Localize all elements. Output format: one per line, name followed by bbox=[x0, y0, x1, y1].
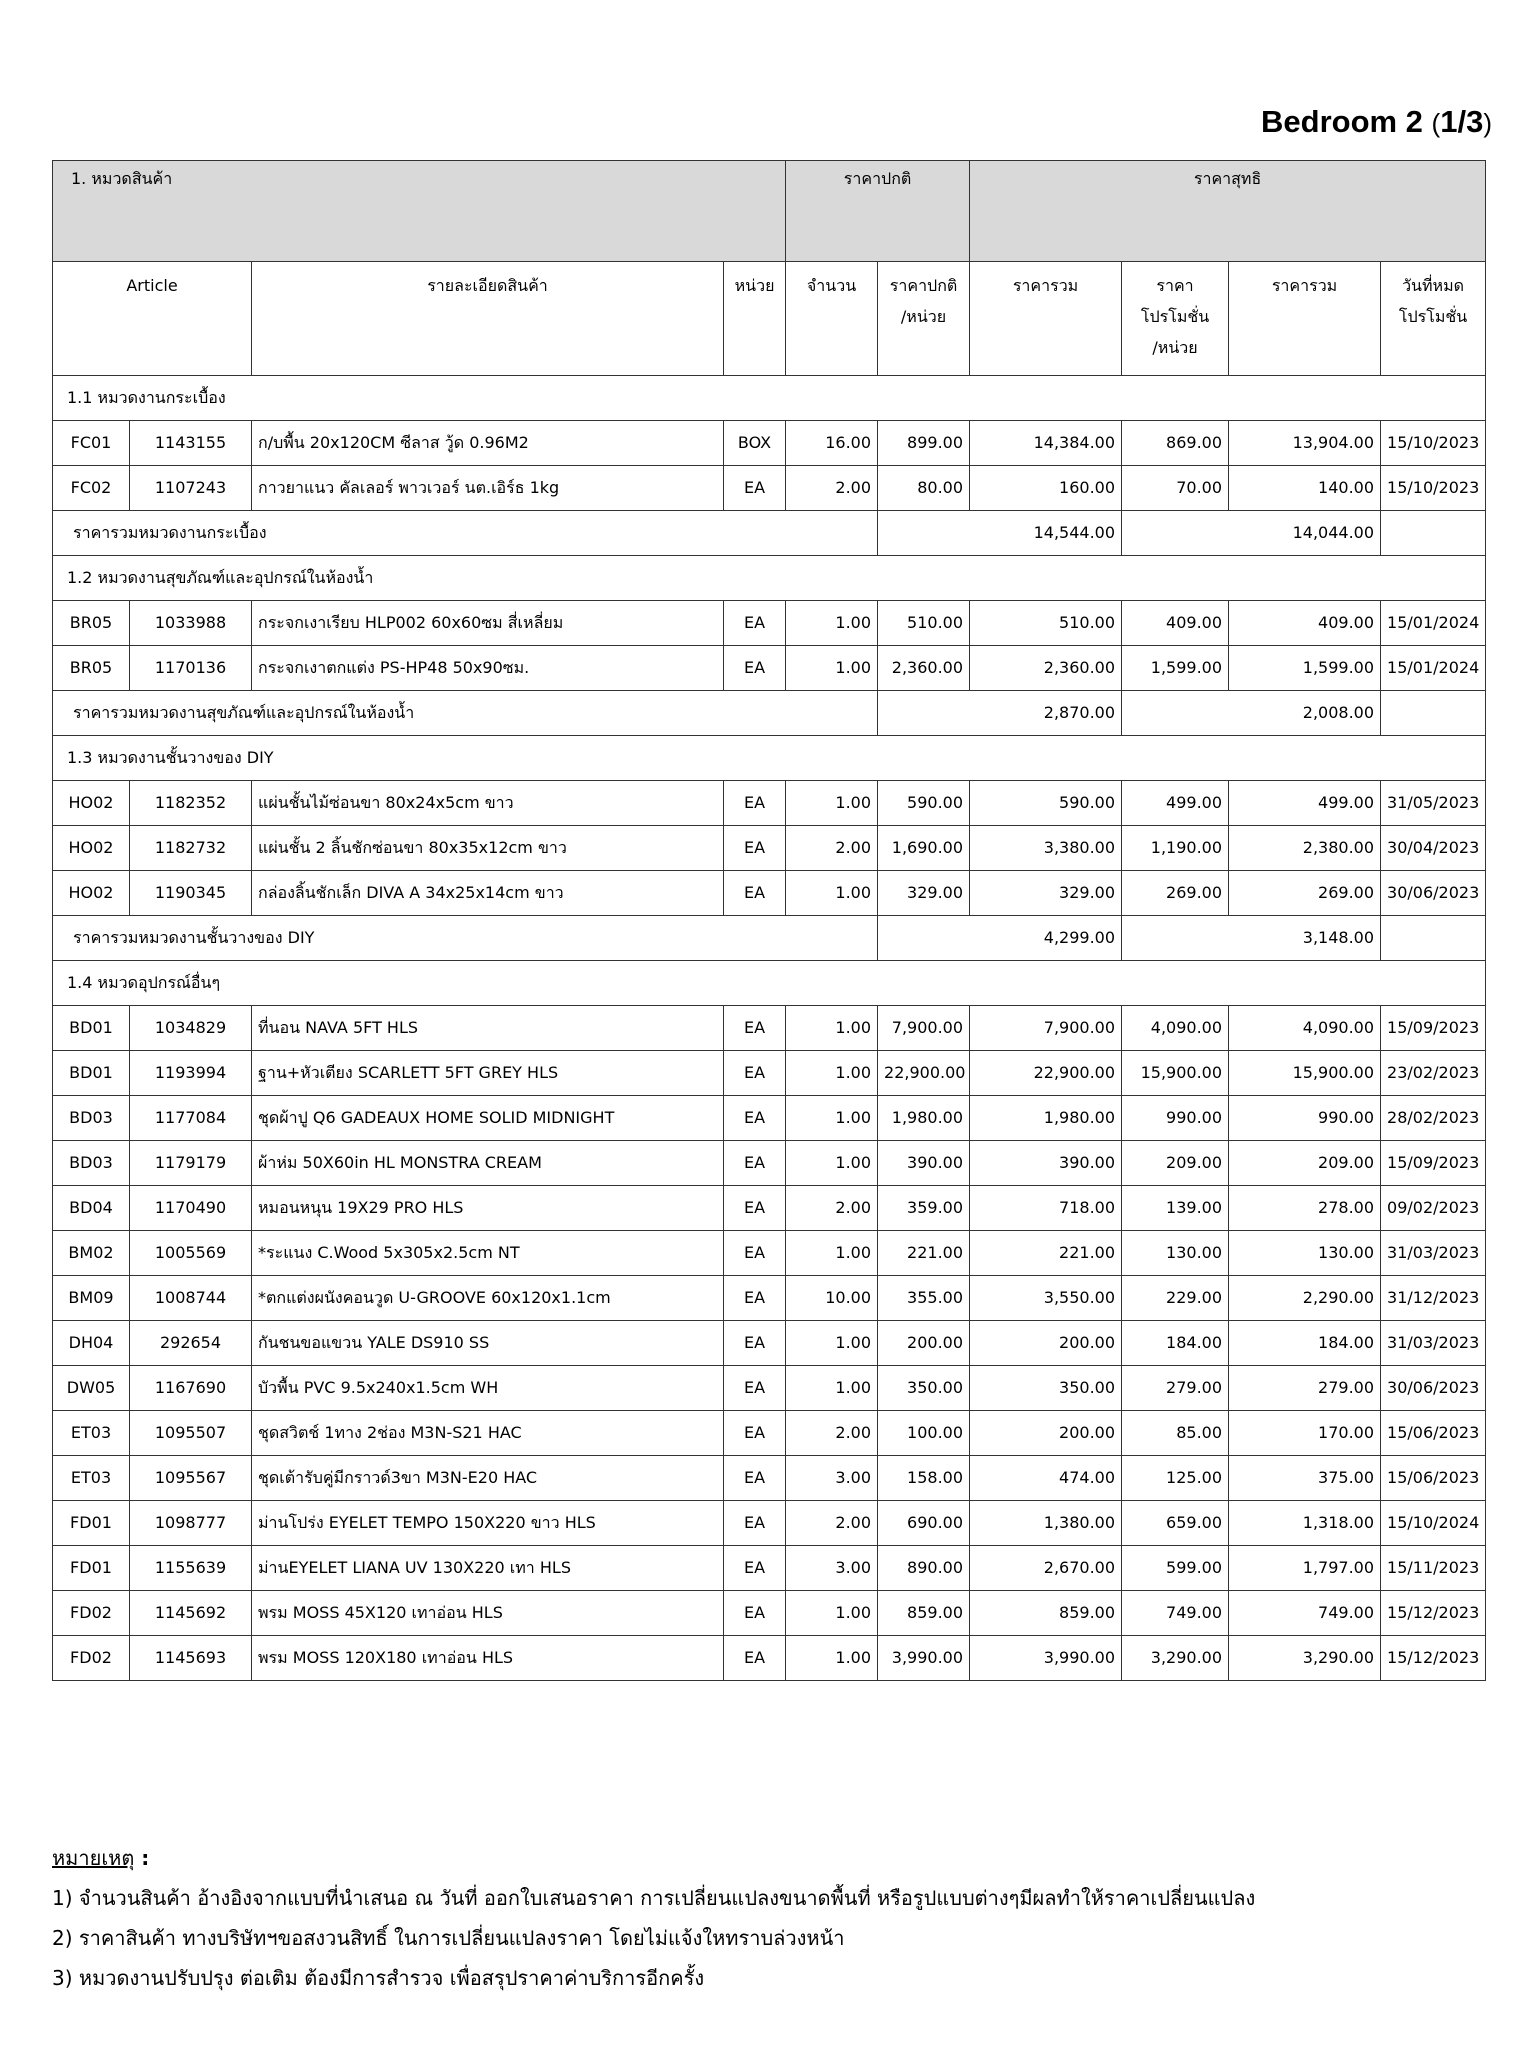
page-number: 1/3 bbox=[1440, 104, 1484, 139]
cell-unit: EA bbox=[724, 466, 786, 511]
cell-expiry: 15/06/2023 bbox=[1381, 1456, 1486, 1501]
cell-unit: EA bbox=[724, 1456, 786, 1501]
cell-article: 1008744 bbox=[130, 1276, 252, 1321]
table-row bbox=[53, 1456, 1486, 1501]
cell-code: BR05 bbox=[53, 646, 130, 691]
cell-qty: 1.00 bbox=[786, 871, 878, 916]
cell-expiry: 15/12/2023 bbox=[1381, 1636, 1486, 1681]
table-row bbox=[53, 1636, 1486, 1681]
cell-article: 1145693 bbox=[130, 1636, 252, 1681]
cell-unit-price: 1,690.00 bbox=[878, 826, 970, 871]
cell-expiry: 15/10/2023 bbox=[1381, 466, 1486, 511]
header-promo-price bbox=[1122, 262, 1229, 376]
cell-expiry: 15/09/2023 bbox=[1381, 1141, 1486, 1186]
cell-promo-price: 130.00 bbox=[1122, 1231, 1229, 1276]
cell-description: ชุดสวิตช์ 1ทาง 2ช่อง M3N-S21 HAC bbox=[252, 1411, 724, 1456]
cell-description: แผ่นชั้นไม้ซ่อนขา 80x24x5cm ขาว bbox=[252, 781, 724, 826]
cell-description: กันชนขอแขวน YALE DS910 SS bbox=[252, 1321, 724, 1366]
notes-heading-line bbox=[52, 1838, 1255, 1878]
cell-article: 1167690 bbox=[130, 1366, 252, 1411]
subtotal-net: 14,044.00 bbox=[1122, 511, 1381, 556]
cell-qty: 1.00 bbox=[786, 1006, 878, 1051]
cell-unit: BOX bbox=[724, 421, 786, 466]
cell-unit: EA bbox=[724, 1591, 786, 1636]
cell-total: 718.00 bbox=[970, 1186, 1122, 1231]
cell-total: 510.00 bbox=[970, 601, 1122, 646]
header-category: 1. หมวดสินค้า bbox=[53, 161, 786, 262]
cell-description: ชุดผ้าปู Q6 GADEAUX HOME SOLID MIDNIGHT bbox=[252, 1096, 724, 1141]
cell-promo-price: 499.00 bbox=[1122, 781, 1229, 826]
cell-unit: EA bbox=[724, 1096, 786, 1141]
cell-unit-price: 2,360.00 bbox=[878, 646, 970, 691]
cell-unit-price: 158.00 bbox=[878, 1456, 970, 1501]
table-row bbox=[53, 421, 1486, 466]
note-item: 1) จำนวนสินค้า อ้างอิงจากแบบที่นำเสนอ ณ วันที่ ออกใบเสนอราคา การเปลี่ยนแปลงขนาดพื้นที่ หรือรูปแบบต่างๆมีผลทำให้ราคาเปลี่ยนแปลง bbox=[52, 1886, 1256, 1910]
cell-code: FD02 bbox=[53, 1636, 130, 1681]
cell-article: 1095507 bbox=[130, 1411, 252, 1456]
section-title: 1.2 หมวดงานสุขภัณฑ์และอุปกรณ์ในห้องน้ำ bbox=[53, 556, 1486, 601]
cell-expiry: 15/12/2023 bbox=[1381, 1591, 1486, 1636]
cell-unit-price: 859.00 bbox=[878, 1591, 970, 1636]
table-row bbox=[53, 1051, 1486, 1096]
table-row bbox=[53, 601, 1486, 646]
cell-unit-price: 22,900.00 bbox=[878, 1051, 970, 1096]
cell-unit: EA bbox=[724, 826, 786, 871]
cell-net-total: 269.00 bbox=[1229, 871, 1381, 916]
cell-net-total: 15,900.00 bbox=[1229, 1051, 1381, 1096]
table-row bbox=[53, 466, 1486, 511]
subtotal-total: 4,299.00 bbox=[878, 916, 1122, 961]
cell-description: ก/บพื้น 20x120CM ซีลาส วู้ด 0.96M2 bbox=[252, 421, 724, 466]
cell-total: 1,980.00 bbox=[970, 1096, 1122, 1141]
cell-unit-price: 80.00 bbox=[878, 466, 970, 511]
cell-unit-price: 359.00 bbox=[878, 1186, 970, 1231]
cell-unit-price: 221.00 bbox=[878, 1231, 970, 1276]
cell-expiry: 15/06/2023 bbox=[1381, 1411, 1486, 1456]
cell-net-total: 2,380.00 bbox=[1229, 826, 1381, 871]
subtotal-label: ราคารวมหมวดงานชั้นวางของ DIY bbox=[53, 916, 878, 961]
cell-code: BD03 bbox=[53, 1096, 130, 1141]
cell-qty: 2.00 bbox=[786, 826, 878, 871]
cell-total: 859.00 bbox=[970, 1591, 1122, 1636]
cell-promo-price: 15,900.00 bbox=[1122, 1051, 1229, 1096]
header-net-price: ราคาสุทธิ bbox=[970, 161, 1486, 262]
section-title: 1.1 หมวดงานกระเบื้อง bbox=[53, 376, 1486, 421]
header-expiry bbox=[1381, 262, 1486, 376]
cell-unit: EA bbox=[724, 1141, 786, 1186]
table-row bbox=[53, 1366, 1486, 1411]
cell-code: ET03 bbox=[53, 1456, 130, 1501]
cell-unit-price: 590.00 bbox=[878, 781, 970, 826]
cell-article: 1170490 bbox=[130, 1186, 252, 1231]
cell-code: BD03 bbox=[53, 1141, 130, 1186]
cell-unit-price: 100.00 bbox=[878, 1411, 970, 1456]
header-promo-line1: ราคา bbox=[1156, 276, 1194, 295]
cell-expiry: 15/11/2023 bbox=[1381, 1546, 1486, 1591]
cell-qty: 2.00 bbox=[786, 1186, 878, 1231]
cell-net-total: 2,290.00 bbox=[1229, 1276, 1381, 1321]
table-row bbox=[53, 646, 1486, 691]
table-row bbox=[53, 1141, 1486, 1186]
subtotal-total: 2,870.00 bbox=[878, 691, 1122, 736]
cell-expiry: 23/02/2023 bbox=[1381, 1051, 1486, 1096]
cell-total: 474.00 bbox=[970, 1456, 1122, 1501]
cell-promo-price: 125.00 bbox=[1122, 1456, 1229, 1501]
cell-unit: EA bbox=[724, 1231, 786, 1276]
subtotal-empty bbox=[1381, 916, 1486, 961]
table-row bbox=[53, 1501, 1486, 1546]
cell-promo-price: 229.00 bbox=[1122, 1276, 1229, 1321]
subtotal-total: 14,544.00 bbox=[878, 511, 1122, 556]
cell-net-total: 170.00 bbox=[1229, 1411, 1381, 1456]
cell-code: BM02 bbox=[53, 1231, 130, 1276]
header-row-group bbox=[53, 161, 1486, 262]
cell-qty: 1.00 bbox=[786, 1231, 878, 1276]
cell-description: กระจกเงาตกแต่ง PS-HP48 50x90ซม. bbox=[252, 646, 724, 691]
table-row bbox=[53, 1006, 1486, 1051]
cell-total: 329.00 bbox=[970, 871, 1122, 916]
page-title-open-paren: ( bbox=[1431, 108, 1441, 138]
subtotal-empty bbox=[1381, 691, 1486, 736]
cell-total: 14,384.00 bbox=[970, 421, 1122, 466]
cell-net-total: 1,318.00 bbox=[1229, 1501, 1381, 1546]
table-row bbox=[53, 1411, 1486, 1456]
subtotal-row bbox=[53, 916, 1486, 961]
cell-description: พรม MOSS 120X180 เทาอ่อน HLS bbox=[252, 1636, 724, 1681]
cell-article: 1182732 bbox=[130, 826, 252, 871]
cell-promo-price: 659.00 bbox=[1122, 1501, 1229, 1546]
cell-unit-price: 390.00 bbox=[878, 1141, 970, 1186]
subtotal-label: ราคารวมหมวดงานสุขภัณฑ์และอุปกรณ์ในห้องน้ำ bbox=[53, 691, 878, 736]
cell-description: กาวยาแนว คัลเลอร์ พาวเวอร์ นต.เอิร์ธ 1kg bbox=[252, 466, 724, 511]
cell-article: 1177084 bbox=[130, 1096, 252, 1141]
section-title: 1.4 หมวดอุปกรณ์อื่นๆ bbox=[53, 961, 1486, 1006]
cell-expiry: 15/10/2023 bbox=[1381, 421, 1486, 466]
header-qty: จำนวน bbox=[786, 262, 878, 376]
cell-unit: EA bbox=[724, 1411, 786, 1456]
cell-qty: 2.00 bbox=[786, 466, 878, 511]
cell-expiry: 15/01/2024 bbox=[1381, 646, 1486, 691]
cell-expiry: 28/02/2023 bbox=[1381, 1096, 1486, 1141]
cell-promo-price: 279.00 bbox=[1122, 1366, 1229, 1411]
subtotal-label: ราคารวมหมวดงานกระเบื้อง bbox=[53, 511, 878, 556]
header-description: รายละเอียดสินค้า bbox=[252, 262, 724, 376]
cell-expiry: 31/03/2023 bbox=[1381, 1321, 1486, 1366]
table-row bbox=[53, 1591, 1486, 1636]
cell-qty: 1.00 bbox=[786, 1591, 878, 1636]
cell-article: 1182352 bbox=[130, 781, 252, 826]
cell-code: BR05 bbox=[53, 601, 130, 646]
cell-qty: 1.00 bbox=[786, 1636, 878, 1681]
subtotal-net: 3,148.00 bbox=[1122, 916, 1381, 961]
cell-expiry: 30/04/2023 bbox=[1381, 826, 1486, 871]
notes-heading-colon: : bbox=[134, 1846, 150, 1870]
cell-qty: 16.00 bbox=[786, 421, 878, 466]
cell-promo-price: 269.00 bbox=[1122, 871, 1229, 916]
page-title bbox=[1261, 104, 1492, 140]
quotation-table bbox=[52, 160, 1486, 1681]
cell-unit-price: 355.00 bbox=[878, 1276, 970, 1321]
cell-net-total: 499.00 bbox=[1229, 781, 1381, 826]
cell-promo-price: 869.00 bbox=[1122, 421, 1229, 466]
cell-description: หมอนหนุน 19X29 PRO HLS bbox=[252, 1186, 724, 1231]
header-row-columns bbox=[53, 262, 1486, 376]
page-title-close-paren: ) bbox=[1483, 108, 1492, 138]
cell-expiry: 15/01/2024 bbox=[1381, 601, 1486, 646]
cell-promo-price: 4,090.00 bbox=[1122, 1006, 1229, 1051]
cell-expiry: 30/06/2023 bbox=[1381, 871, 1486, 916]
cell-article: 1193994 bbox=[130, 1051, 252, 1096]
table-row bbox=[53, 1096, 1486, 1141]
cell-promo-price: 409.00 bbox=[1122, 601, 1229, 646]
cell-unit-price: 690.00 bbox=[878, 1501, 970, 1546]
table-row bbox=[53, 781, 1486, 826]
cell-total: 7,900.00 bbox=[970, 1006, 1122, 1051]
cell-article: 1143155 bbox=[130, 421, 252, 466]
cell-expiry: 31/03/2023 bbox=[1381, 1231, 1486, 1276]
cell-code: DW05 bbox=[53, 1366, 130, 1411]
cell-qty: 1.00 bbox=[786, 601, 878, 646]
cell-article: 1179179 bbox=[130, 1141, 252, 1186]
cell-total: 1,380.00 bbox=[970, 1501, 1122, 1546]
cell-qty: 1.00 bbox=[786, 781, 878, 826]
cell-article: 1095567 bbox=[130, 1456, 252, 1501]
cell-promo-price: 749.00 bbox=[1122, 1591, 1229, 1636]
cell-qty: 1.00 bbox=[786, 1141, 878, 1186]
cell-promo-price: 209.00 bbox=[1122, 1141, 1229, 1186]
cell-net-total: 749.00 bbox=[1229, 1591, 1381, 1636]
cell-description: ม่านโปร่ง EYELET TEMPO 150X220 ขาว HLS bbox=[252, 1501, 724, 1546]
cell-total: 390.00 bbox=[970, 1141, 1122, 1186]
section-title: 1.3 หมวดงานชั้นวางของ DIY bbox=[53, 736, 1486, 781]
cell-net-total: 209.00 bbox=[1229, 1141, 1381, 1186]
header-net-total: ราคารวม bbox=[1229, 262, 1381, 376]
cell-total: 3,990.00 bbox=[970, 1636, 1122, 1681]
cell-promo-price: 70.00 bbox=[1122, 466, 1229, 511]
cell-net-total: 4,090.00 bbox=[1229, 1006, 1381, 1051]
cell-total: 350.00 bbox=[970, 1366, 1122, 1411]
cell-net-total: 990.00 bbox=[1229, 1096, 1381, 1141]
cell-qty: 2.00 bbox=[786, 1501, 878, 1546]
cell-net-total: 13,904.00 bbox=[1229, 421, 1381, 466]
cell-description: ผ้าห่ม 50X60in HL MONSTRA CREAM bbox=[252, 1141, 724, 1186]
cell-net-total: 3,290.00 bbox=[1229, 1636, 1381, 1681]
cell-net-total: 278.00 bbox=[1229, 1186, 1381, 1231]
page-title-main: Bedroom 2 bbox=[1261, 104, 1423, 139]
cell-unit: EA bbox=[724, 1366, 786, 1411]
cell-code: FC01 bbox=[53, 421, 130, 466]
cell-expiry: 09/02/2023 bbox=[1381, 1186, 1486, 1231]
cell-article: 1098777 bbox=[130, 1501, 252, 1546]
cell-unit-price: 200.00 bbox=[878, 1321, 970, 1366]
header-promo-line2: โปรโมชั่น bbox=[1140, 307, 1210, 326]
cell-promo-price: 599.00 bbox=[1122, 1546, 1229, 1591]
section-title-row bbox=[53, 376, 1486, 421]
cell-code: HO02 bbox=[53, 826, 130, 871]
cell-code: FD01 bbox=[53, 1546, 130, 1591]
cell-total: 3,380.00 bbox=[970, 826, 1122, 871]
cell-unit-price: 3,990.00 bbox=[878, 1636, 970, 1681]
cell-unit-price: 890.00 bbox=[878, 1546, 970, 1591]
cell-code: HO02 bbox=[53, 781, 130, 826]
cell-description: กล่องลิ้นชักเล็ก DIVA A 34x25x14cm ขาว bbox=[252, 871, 724, 916]
cell-unit-price: 899.00 bbox=[878, 421, 970, 466]
cell-net-total: 1,599.00 bbox=[1229, 646, 1381, 691]
cell-article: 1190345 bbox=[130, 871, 252, 916]
cell-unit-price: 1,980.00 bbox=[878, 1096, 970, 1141]
cell-unit: EA bbox=[724, 871, 786, 916]
cell-net-total: 140.00 bbox=[1229, 466, 1381, 511]
cell-description: ชุดเต้ารับคู่มีกราวด์3ขา M3N-E20 HAC bbox=[252, 1456, 724, 1501]
table-row bbox=[53, 871, 1486, 916]
cell-article: 1145692 bbox=[130, 1591, 252, 1636]
cell-total: 2,670.00 bbox=[970, 1546, 1122, 1591]
cell-description: *ตกแต่งผนังคอนวูด U-GROOVE 60x120x1.1cm bbox=[252, 1276, 724, 1321]
notes bbox=[52, 1838, 1255, 1998]
cell-description: พรม MOSS 45X120 เทาอ่อน HLS bbox=[252, 1591, 724, 1636]
table-row bbox=[53, 1231, 1486, 1276]
cell-promo-price: 184.00 bbox=[1122, 1321, 1229, 1366]
section-title-row bbox=[53, 736, 1486, 781]
header-expiry-line2: โปรโมชั่น bbox=[1398, 307, 1468, 326]
cell-expiry: 31/05/2023 bbox=[1381, 781, 1486, 826]
header-unit-price-line2: /หน่วย bbox=[900, 307, 947, 326]
cell-description: ม่านEYELET LIANA UV 130X220 เทา HLS bbox=[252, 1546, 724, 1591]
cell-net-total: 184.00 bbox=[1229, 1321, 1381, 1366]
cell-code: FC02 bbox=[53, 466, 130, 511]
cell-description: *ระแนง C.Wood 5x305x2.5cm NT bbox=[252, 1231, 724, 1276]
subtotal-row bbox=[53, 511, 1486, 556]
cell-description: ที่นอน NAVA 5FT HLS bbox=[252, 1006, 724, 1051]
cell-net-total: 279.00 bbox=[1229, 1366, 1381, 1411]
header-unit-price bbox=[878, 262, 970, 376]
cell-net-total: 1,797.00 bbox=[1229, 1546, 1381, 1591]
cell-article: 1170136 bbox=[130, 646, 252, 691]
cell-expiry: 30/06/2023 bbox=[1381, 1366, 1486, 1411]
cell-article: 1107243 bbox=[130, 466, 252, 511]
cell-unit: EA bbox=[724, 646, 786, 691]
cell-code: BM09 bbox=[53, 1276, 130, 1321]
cell-qty: 2.00 bbox=[786, 1411, 878, 1456]
table-row bbox=[53, 1546, 1486, 1591]
header-total: ราคารวม bbox=[970, 262, 1122, 376]
table-row bbox=[53, 1321, 1486, 1366]
cell-unit: EA bbox=[724, 1546, 786, 1591]
note-item: 2) ราคาสินค้า ทางบริษัทฯขอสงวนสิทธิ์ ในการเปลี่ยนแปลงราคา โดยไม่แจ้งใหทราบล่วงหน้า bbox=[52, 1926, 845, 1950]
cell-unit: EA bbox=[724, 1006, 786, 1051]
cell-unit: EA bbox=[724, 1051, 786, 1096]
cell-unit: EA bbox=[724, 601, 786, 646]
cell-promo-price: 139.00 bbox=[1122, 1186, 1229, 1231]
cell-unit: EA bbox=[724, 1186, 786, 1231]
cell-description: กระจกเงาเรียบ HLP002 60x60ซม สี่เหลี่ยม bbox=[252, 601, 724, 646]
cell-code: HO02 bbox=[53, 871, 130, 916]
header-article: Article bbox=[53, 262, 252, 376]
cell-code: BD01 bbox=[53, 1006, 130, 1051]
cell-promo-price: 3,290.00 bbox=[1122, 1636, 1229, 1681]
cell-total: 2,360.00 bbox=[970, 646, 1122, 691]
section-title-row bbox=[53, 556, 1486, 601]
cell-unit-price: 329.00 bbox=[878, 871, 970, 916]
cell-total: 200.00 bbox=[970, 1321, 1122, 1366]
cell-code: BD01 bbox=[53, 1051, 130, 1096]
cell-unit: EA bbox=[724, 1501, 786, 1546]
cell-qty: 1.00 bbox=[786, 1096, 878, 1141]
cell-article: 1034829 bbox=[130, 1006, 252, 1051]
cell-expiry: 15/10/2024 bbox=[1381, 1501, 1486, 1546]
subtotal-net: 2,008.00 bbox=[1122, 691, 1381, 736]
cell-description: แผ่นชั้น 2 ลิ้นชักซ่อนขา 80x35x12cm ขาว bbox=[252, 826, 724, 871]
cell-code: FD01 bbox=[53, 1501, 130, 1546]
cell-description: บัวพื้น PVC 9.5x240x1.5cm WH bbox=[252, 1366, 724, 1411]
cell-expiry: 15/09/2023 bbox=[1381, 1006, 1486, 1051]
cell-qty: 10.00 bbox=[786, 1276, 878, 1321]
notes-heading: หมายเหตุ bbox=[52, 1846, 135, 1870]
cell-net-total: 409.00 bbox=[1229, 601, 1381, 646]
cell-promo-price: 990.00 bbox=[1122, 1096, 1229, 1141]
cell-promo-price: 85.00 bbox=[1122, 1411, 1229, 1456]
cell-code: ET03 bbox=[53, 1411, 130, 1456]
cell-qty: 1.00 bbox=[786, 646, 878, 691]
header-unit-price-line1: ราคาปกติ bbox=[889, 276, 958, 295]
header-unit: หน่วย bbox=[724, 262, 786, 376]
cell-promo-price: 1,190.00 bbox=[1122, 826, 1229, 871]
cell-description: ฐาน+หัวเตียง SCARLETT 5FT GREY HLS bbox=[252, 1051, 724, 1096]
cell-qty: 1.00 bbox=[786, 1051, 878, 1096]
header-promo-line3: /หน่วย bbox=[1152, 338, 1198, 357]
cell-total: 590.00 bbox=[970, 781, 1122, 826]
cell-code: FD02 bbox=[53, 1591, 130, 1636]
cell-net-total: 130.00 bbox=[1229, 1231, 1381, 1276]
cell-unit: EA bbox=[724, 781, 786, 826]
cell-article: 1033988 bbox=[130, 601, 252, 646]
header-expiry-line1: วันที่หมด bbox=[1402, 276, 1465, 295]
subtotal-empty bbox=[1381, 511, 1486, 556]
cell-qty: 3.00 bbox=[786, 1456, 878, 1501]
cell-net-total: 375.00 bbox=[1229, 1456, 1381, 1501]
note-item: 3) หมวดงานปรับปรุง ต่อเติม ต้องมีการสำรวจ เพื่อสรุปราคาค่าบริการอีกครั้ง bbox=[52, 1966, 705, 1990]
cell-article: 1155639 bbox=[130, 1546, 252, 1591]
cell-unit: EA bbox=[724, 1276, 786, 1321]
cell-unit: EA bbox=[724, 1321, 786, 1366]
subtotal-row bbox=[53, 691, 1486, 736]
table-row bbox=[53, 1186, 1486, 1231]
cell-qty: 3.00 bbox=[786, 1546, 878, 1591]
cell-article: 1005569 bbox=[130, 1231, 252, 1276]
cell-total: 221.00 bbox=[970, 1231, 1122, 1276]
cell-unit-price: 510.00 bbox=[878, 601, 970, 646]
cell-total: 160.00 bbox=[970, 466, 1122, 511]
section-title-row bbox=[53, 961, 1486, 1006]
cell-unit-price: 7,900.00 bbox=[878, 1006, 970, 1051]
table-row bbox=[53, 826, 1486, 871]
cell-qty: 1.00 bbox=[786, 1321, 878, 1366]
cell-expiry: 31/12/2023 bbox=[1381, 1276, 1486, 1321]
cell-unit-price: 350.00 bbox=[878, 1366, 970, 1411]
cell-article: 292654 bbox=[130, 1321, 252, 1366]
cell-code: BD04 bbox=[53, 1186, 130, 1231]
cell-promo-price: 1,599.00 bbox=[1122, 646, 1229, 691]
header-regular-price: ราคาปกติ bbox=[786, 161, 970, 262]
table-row bbox=[53, 1276, 1486, 1321]
cell-qty: 1.00 bbox=[786, 1366, 878, 1411]
cell-total: 22,900.00 bbox=[970, 1051, 1122, 1096]
cell-code: DH04 bbox=[53, 1321, 130, 1366]
cell-unit: EA bbox=[724, 1636, 786, 1681]
cell-total: 200.00 bbox=[970, 1411, 1122, 1456]
cell-total: 3,550.00 bbox=[970, 1276, 1122, 1321]
